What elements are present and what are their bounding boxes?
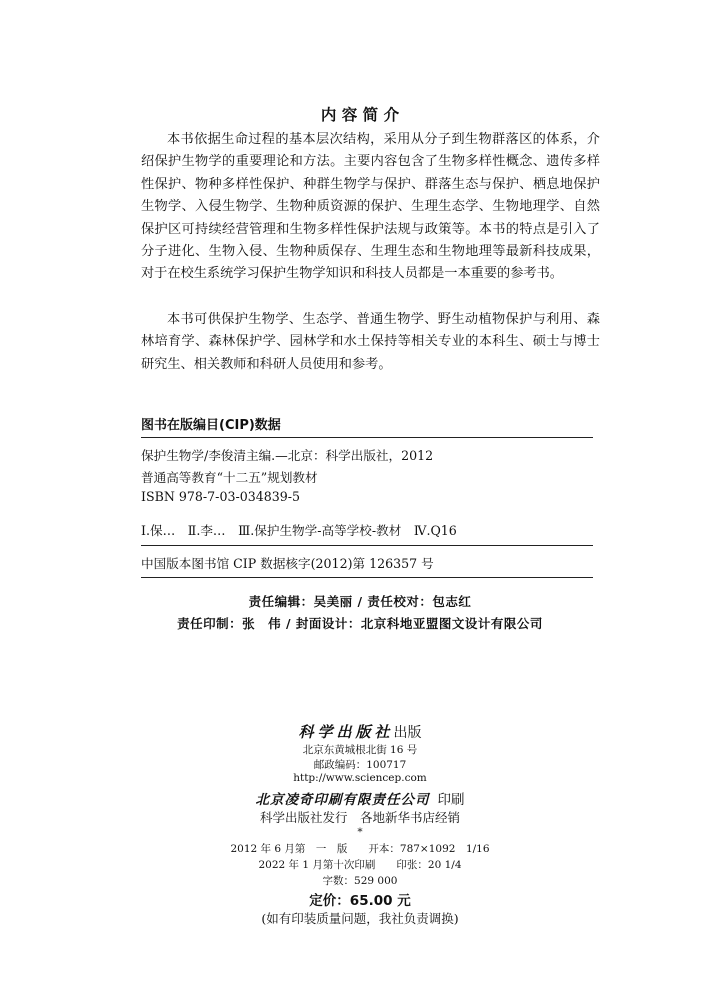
printer-name: 北京凌奇印刷有限责任公司 — [255, 792, 430, 808]
publisher-name: 科学出版社 — [298, 723, 394, 741]
credits-editors: 责任编辑：吴美丽 / 责任校对：包志红 — [248, 594, 472, 609]
cip-bottom-rule — [141, 577, 593, 578]
publisher-line — [0, 721, 720, 742]
cip-top-rule — [141, 437, 593, 438]
cip-middle-rule — [141, 545, 593, 546]
publisher-website: http://www.sciencep.com — [293, 772, 427, 784]
price-line: 定价：65.00 元 — [309, 893, 411, 909]
printer-suffix: 印刷 — [437, 792, 465, 808]
publisher-postcode: 邮政编码：100717 — [313, 759, 407, 771]
cip-verification: 中国版本图书馆 CIP 数据核字(2012)第 126357 号 — [141, 556, 434, 571]
quality-notice: (如有印装质量问题，我社负责调换) — [261, 911, 459, 926]
publisher-suffix: 出版 — [393, 725, 422, 741]
credits-printing-design: 责任印制：张 伟 / 封面设计：北京科地亚盟图文设计有限公司 — [177, 616, 543, 631]
edition-line: 2012 年 6 月第 一 版 开本：787×1092 1/16 — [230, 843, 490, 855]
publisher-address: 北京东黄城根北街 16 号 — [302, 744, 418, 756]
cip-line-title: 保护生物学/李俊清主编.—北京：科学出版社，2012 — [141, 448, 434, 463]
separator-asterisk: * — [357, 826, 363, 838]
summary-title: 内 容 简 介 — [320, 106, 400, 124]
wordcount-line: 字数：529 000 — [322, 875, 398, 887]
distribution-line: 科学出版社发行 各地新华书店经销 — [259, 810, 460, 825]
summary-paragraph-1: 本书依据生命过程的基本层次结构，采用从分子到生物群落区的体系，介绍保护生物学的重要理论和方法。主要内容包含了生物多样性概念、遗传多样性保护、物种多样性保护、种群生物学与保护、群落生态与保护、栖息地保护生物学、入侵生物学、生物种质资源的保护、生理生态学、生物地理学、自然保护区可持续经营管理和生物多样性保护法规与政策等。本书的特点是引入了分子进化、生物入侵、生物种质保存、生理生态和生物地理等最新科技成果，对于在校生系统学习保护生物学知识和科技人员都是一本重要的参考书。 — [141, 132, 600, 282]
summary-paragraph-2: 本书可供保护生物学、生态学、普通生物学、野生动植物保护与利用、森林培育学、森林保护学、园林学和水土保持等相关专业的本科生、硕士与博士研究生、相关教师和科研人员使用和参考。 — [141, 312, 600, 372]
printer-line — [0, 788, 720, 808]
cip-line-isbn: ISBN 978-7-03-034839-5 — [141, 489, 301, 504]
printing-line: 2022 年 1 月第十次印刷 印张：20 1/4 — [258, 859, 462, 871]
cip-classification: Ⅰ.保… Ⅱ.李… Ⅲ.保护生物学-高等学校-教材 Ⅳ.Q16 — [141, 523, 457, 538]
cip-heading: 图书在版编目(CIP)数据 — [141, 418, 281, 433]
cip-line-series: 普通高等教育“十二五”规划教材 — [141, 470, 318, 485]
